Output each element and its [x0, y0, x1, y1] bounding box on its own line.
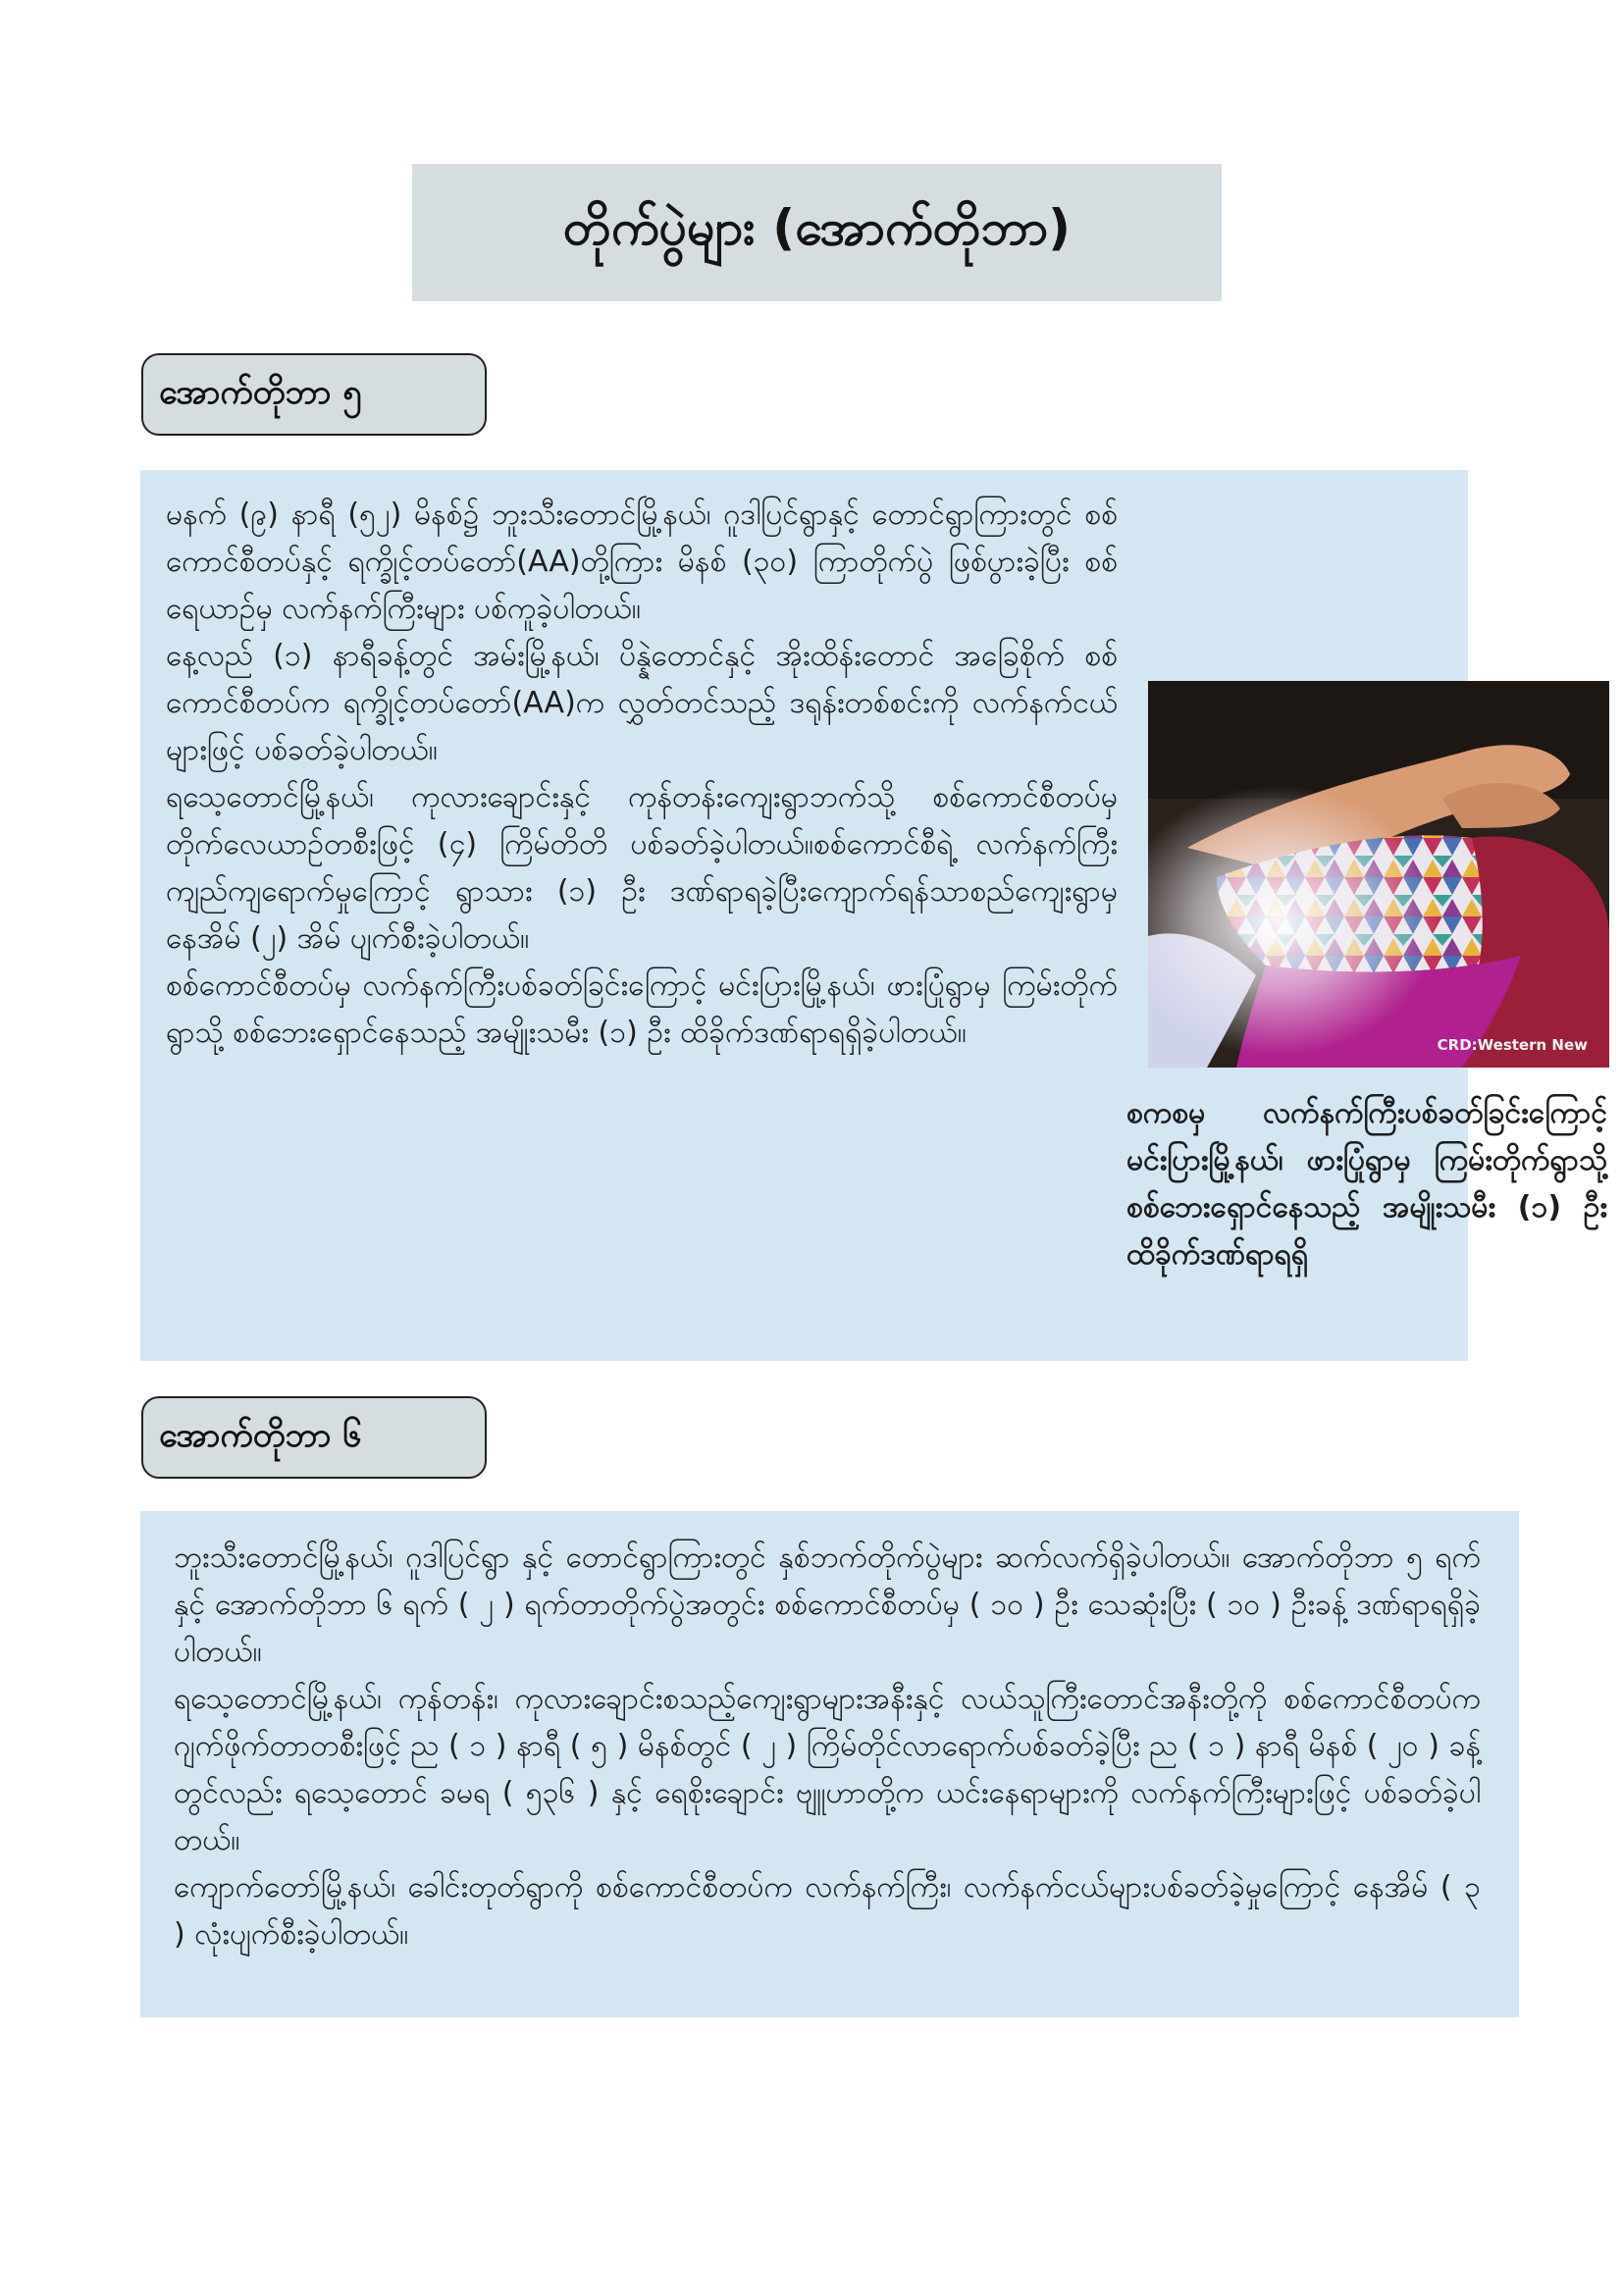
paragraph: ရသေ့တောင်မြို့နယ်၊ ကုလားချောင်းနှင့် ကုန်တန်းကျေးရွာဘက်သို့ စစ်ကောင်စီတပ်မှ တိုက်လေယာဉ်တစီးဖြင့် (၄) ကြိမ်တိတိ ပစ်ခတ်ခဲ့ပါတယ်။စစ်ကောင်စီရဲ့ လက်နက်ကြီးကျည်ကျရောက်မှုကြောင့် ရွာသား (၁) ဦး ဒဏ်ရာရခဲ့ပြီးကျောက်ရန်သာစည်ကျေးရွာမှ နေအိမ် (၂) အိမ် ပျက်စီးခဲ့ပါတယ်။ [166, 780, 1118, 956]
photo-caption: စကစမှ လက်နက်ကြီးပစ်ခတ်ခြင်းကြောင့် မင်းပြားမြို့နယ်၊ ဖားပြုံရွာမှ ကြမ်းတိုက်ရွာသို့ စစ်ဘေးရှောင်နေသည့် အမျိုးသမီး (၁) ဦး ထိခိုက်ဒဏ်ရာရရှိ [1126, 1096, 1607, 1272]
paragraph: ရသေ့တောင်မြို့နယ်၊ ကုန်တန်း၊ ကုလားချောင်းစသည့်ကျေးရွာများအနီးနှင့် လယ်သူကြီးတောင်အနီးတို့ကို စစ်ကောင်စီတပ်က ဂျက်ဖိုက်တာတစီးဖြင့် ည ( ၁ ) နာရီ ( ၅ ) မိနစ်တွင် ( ၂ ) ကြိမ်တိုင်လာရောက်ပစ်ခတ်ခဲ့ပြီး ည ( ၁ ) နာရီ မိနစ် ( ၂၀ ) ခန့်တွင်လည်း ရသေ့တောင် ခမရ ( ၅၃၆ ) နှင့် ရေစိုးချောင်း ဗျူဟာတို့က ယင်းနေရာများကို လက်နက်ကြီးများဖြင့် ပစ်ခတ်ခဲ့ပါတယ်။ [174, 1682, 1481, 1857]
section-text [174, 1535, 1481, 1958]
section-heading-oct-6 [141, 1396, 487, 1479]
paragraph: ဘူးသီးတောင်မြို့နယ်၊ ဂူဒါပြင်ရွာ နှင့် တောင်ရွာကြားတွင် နှစ်ဘက်တိုက်ပွဲများ ဆက်လက်ရှိခဲ့ပါတယ်။ အောက်တိုဘာ ၅ ရက်နှင့် အောက်တိုဘာ ၆ ရက် ( ၂ ) ရက်တာတိုက်ပွဲအတွင်း စစ်ကောင်စီတပ်မှ ( ၁၀ ) ဦး သေဆုံးပြီး ( ၁၀ ) ဦးခန့် ဒဏ်ရာရရှိခဲ့ပါတယ်။ [174, 1540, 1481, 1669]
injured-woman-photo [1148, 681, 1609, 1068]
page-title-box [412, 164, 1222, 301]
section-panel-oct-5 [140, 470, 1607, 1361]
photo-credit: CRD:Western New [1437, 1036, 1588, 1054]
paragraph: နေ့လည် (၁) နာရီခန့်တွင် အမ်းမြို့နယ်၊ ပိန္နဲတောင်နှင့် အိုးထိန်းတောင် အခြေစိုက် စစ်ကောင်စီတပ်က ရက္ခိုင့်တပ်တော်(AA)က လွှတ်တင်သည့် ဒရုန်းတစ်စင်းကို လက်နက်ငယ်များဖြင့် ပစ်ခတ်ခဲ့ပါတယ်။ [166, 639, 1118, 767]
section-heading-label: အောက်တိုဘာ ၅ [159, 372, 362, 412]
section-text [166, 492, 1118, 1057]
section-panel-oct-6 [140, 1511, 1519, 2017]
photo-illustration [1148, 681, 1609, 1068]
section-heading-oct-5 [141, 353, 487, 436]
section-heading-label: အောက်တိုဘာ ၆ [159, 1415, 362, 1455]
paragraph: စစ်ကောင်စီတပ်မှ လက်နက်ကြီးပစ်ခတ်ခြင်းကြောင့် မင်းပြားမြို့နယ်၊ ဖားပြုံရွာမှ ကြမ်းတိုက်ရွာသို့ စစ်ဘေးရှောင်နေသည့် အမျိုးသမီး (၁) ဦး ထိခိုက်ဒဏ်ရာရရှိခဲ့ပါတယ်။ [166, 968, 1118, 1050]
paragraph: ကျောက်တော်မြို့နယ်၊ ခေါင်းတုတ်ရွာကို စစ်ကောင်စီတပ်က လက်နက်ကြီး၊ လက်နက်ငယ်များပစ်ခတ်ခဲ့မှုကြောင့် နေအိမ် ( ၃ ) လုံးပျက်စီးခဲ့ပါတယ်။ [174, 1870, 1481, 1952]
paragraph: မနက် (၉) နာရီ (၅၂) မိနစ်၌ ဘူးသီးတောင်မြို့နယ်၊ ဂူဒါပြင်ရွာနှင့် တောင်ရွာကြားတွင် စစ်ကောင်စီတပ်နှင့် ရက္ခိုင့်တပ်တော်(AA)တို့ကြား မိနစ် (၃၀) ကြာတိုက်ပွဲ ဖြစ်ပွားခဲ့ပြီး စစ်ရေယာဉ်မှ လက်နက်ကြီးများ ပစ်ကူခဲ့ပါတယ်။ [166, 497, 1118, 626]
page-title: တိုက်ပွဲများ (အောက်တိုဘာ) [563, 198, 1071, 256]
